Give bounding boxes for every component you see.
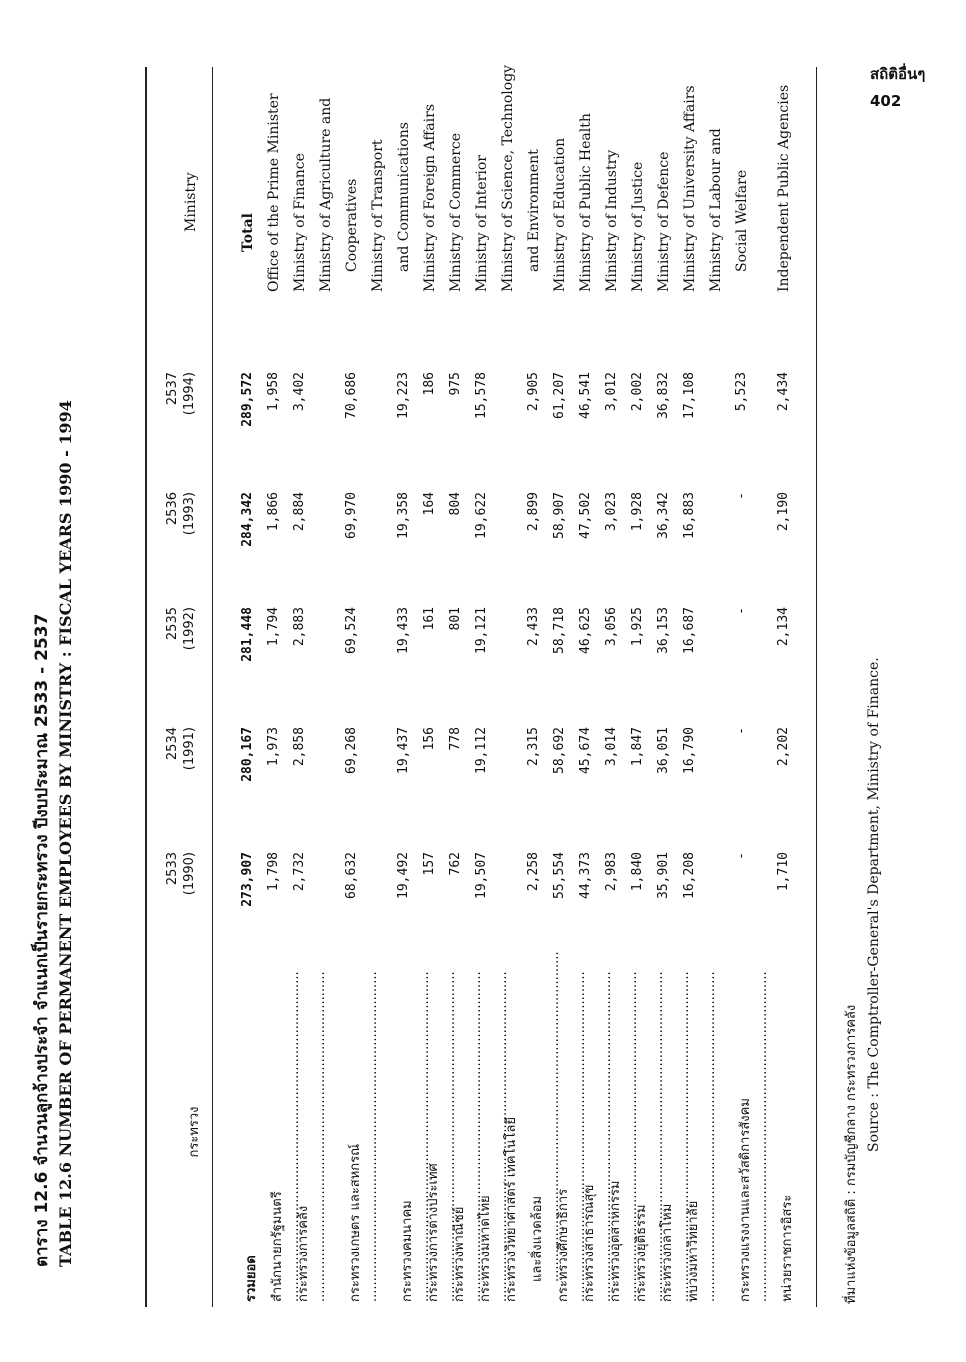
- year-english: (1993): [182, 492, 197, 536]
- ministry-english: Cooperatives: [344, 178, 360, 272]
- value-1994: 70,686: [344, 372, 359, 419]
- value-1994: 2,002: [630, 372, 645, 412]
- value-1992: 69,524: [344, 607, 359, 654]
- value-1990: 1,798: [266, 852, 281, 892]
- table-row: [370, 0, 396, 1362]
- value-1994: 289,572: [240, 372, 255, 427]
- value-1993: 2,884: [292, 492, 307, 532]
- value-1991: 36,051: [656, 727, 671, 774]
- year-thai: 2535: [165, 607, 180, 641]
- value-1993: 804: [448, 492, 463, 516]
- page-number: 402: [870, 92, 902, 110]
- value-1991: 1,973: [266, 727, 281, 767]
- table-row: [734, 0, 760, 1362]
- table-row: [318, 0, 344, 1362]
- value-1991: 19,437: [396, 727, 411, 774]
- value-1994: 975: [448, 372, 463, 396]
- value-1990: 273,907: [240, 852, 255, 907]
- ministry-thai: กระทรวงเกษตร และสหกรณ์ .....: [344, 972, 380, 1302]
- value-1991: 58,692: [552, 727, 567, 774]
- ministry-thai: กระทรวงศึกษาธิการ .....: [552, 972, 588, 1302]
- ministry-english: Independent Public Agencies: [776, 84, 792, 292]
- ministry-english: Ministry of Interior: [474, 155, 490, 292]
- table-row: [500, 0, 526, 1362]
- table-row: [474, 0, 500, 1362]
- value-1992: 36,153: [656, 607, 671, 654]
- value-1992: 2,134: [776, 607, 791, 647]
- value-1994: 17,108: [682, 372, 697, 419]
- table-row: [776, 0, 802, 1362]
- year-thai: 2537: [165, 372, 180, 406]
- value-1991: 1,847: [630, 727, 645, 767]
- ministry-english: Ministry of Public Health: [578, 113, 594, 292]
- value-1991: 69,268: [344, 727, 359, 774]
- value-1993: 16,883: [682, 492, 697, 539]
- value-1990: 762: [448, 852, 463, 876]
- value-1993: 58,907: [552, 492, 567, 539]
- ministry-thai: หน่วยราชการอิสระ: [780, 1194, 795, 1302]
- ministry-english: Office of the Prime Minister: [266, 93, 282, 292]
- year-thai: 2534: [165, 727, 180, 761]
- value-1991: 778: [448, 727, 463, 751]
- ministry-english: Ministry of Foreign Affairs: [422, 103, 438, 292]
- year-english: (1991): [182, 727, 197, 771]
- table-row: [422, 0, 448, 1362]
- value-1993: 19,622: [474, 492, 489, 539]
- value-1990: 68,632: [344, 852, 359, 899]
- value-1992: 58,718: [552, 607, 567, 654]
- ministry-english: Ministry of Science, Technology: [500, 64, 516, 292]
- ministry-thai: กระทรวงอุตสาหกรรม .....: [604, 972, 640, 1302]
- ministry-thai: ทบวงมหาวิทยาลัย .....: [682, 972, 718, 1302]
- ministry-thai: กระทรวงยุติธรรม .....: [630, 972, 666, 1302]
- value-1991: 19,112: [474, 727, 489, 774]
- value-1993: 1,866: [266, 492, 281, 532]
- ministry-thai: กระทรวงวิทยาศาสตร์ เทคโนโลยี: [504, 1116, 519, 1302]
- value-1993: -: [734, 492, 749, 500]
- section-label: สถิติอื่นๆ: [870, 65, 926, 83]
- value-1994: 5,523: [734, 372, 749, 412]
- ministry-thai: กระทรวงพาณิชย์ .....: [448, 972, 484, 1302]
- ministry-thai: กระทรวงการคลัง .....: [292, 972, 328, 1302]
- value-1994: 2,434: [776, 372, 791, 412]
- value-1993: 284,342: [240, 492, 255, 547]
- table-row: [448, 0, 474, 1362]
- value-1992: 19,121: [474, 607, 489, 654]
- ministry-english: and Environment: [526, 149, 542, 272]
- value-1992: 2,433: [526, 607, 541, 647]
- value-1990: 2,983: [604, 852, 619, 892]
- value-1990: 1,710: [776, 852, 791, 892]
- value-1990: 35,901: [656, 852, 671, 899]
- column-header-year-3: [165, 607, 197, 697]
- ministry-english: Ministry of Industry: [604, 149, 620, 292]
- value-1994: 46,541: [578, 372, 593, 419]
- value-1993: 164: [422, 492, 437, 516]
- table-row: [656, 0, 682, 1362]
- ministry-thai: กระทรวงสาธารณสุข .....: [578, 972, 614, 1302]
- ministry-english: and Communications: [396, 122, 412, 272]
- value-1993: 2,899: [526, 492, 541, 532]
- value-1991: 16,790: [682, 727, 697, 774]
- value-1990: 16,208: [682, 852, 697, 899]
- value-1992: 3,056: [604, 607, 619, 647]
- column-header-ministry-english: Ministry: [183, 172, 199, 232]
- column-header-year-1: [165, 852, 197, 942]
- value-1990: -: [734, 852, 749, 860]
- value-1994: 186: [422, 372, 437, 396]
- ministry-english: Ministry of Defence: [656, 151, 672, 292]
- value-1994: 1,958: [266, 372, 281, 412]
- value-1993: 69,970: [344, 492, 359, 539]
- ministry-thai: กระทรวงแรงงานและสวัสดิการสังคม .....: [734, 972, 770, 1302]
- ministry-thai: กระทรวงคมนาคม .....: [396, 972, 432, 1302]
- value-1993: 3,023: [604, 492, 619, 532]
- value-1990: 19,492: [396, 852, 411, 899]
- table-row: [578, 0, 604, 1362]
- value-1991: 2,202: [776, 727, 791, 767]
- table-title-english: TABLE 12.6 NUMBER OF PERMANENT EMPLOYEES BY MINISTRY : FISCAL YEARS 1990 - 1994: [56, 400, 75, 1267]
- value-1994: 3,402: [292, 372, 307, 412]
- table-row: [604, 0, 630, 1362]
- value-1992: 19,433: [396, 607, 411, 654]
- value-1994: 61,207: [552, 372, 567, 419]
- ministry-thai: กระทรวงกลาโหม .....: [656, 972, 692, 1302]
- value-1992: -: [734, 607, 749, 615]
- value-1992: 161: [422, 607, 437, 631]
- table-row: [292, 0, 318, 1362]
- table-row: [344, 0, 370, 1362]
- table-row: [682, 0, 708, 1362]
- table-row: [708, 0, 734, 1362]
- value-1991: 45,674: [578, 727, 593, 774]
- table-title-thai: ตาราง 12.6 จำนวนลูกจ้างประจำ จำแนกเป็นรายกระทรวง ปีงบประมาณ 2533 - 2537: [32, 613, 52, 1267]
- ministry-english: Ministry of Justice: [630, 161, 646, 292]
- table-row: [552, 0, 578, 1362]
- table-row: [266, 0, 292, 1362]
- ministry-english: Ministry of University Affairs: [682, 85, 698, 292]
- table-row-total: [240, 0, 266, 1362]
- value-1991: 2,315: [526, 727, 541, 767]
- value-1990: 1,840: [630, 852, 645, 892]
- ministry-thai: รวมยอด: [244, 1255, 259, 1302]
- ministry-english: Ministry of Transport: [370, 139, 386, 292]
- value-1994: 3,012: [604, 372, 619, 412]
- column-header-year-2: [165, 727, 197, 817]
- top-rule: [145, 67, 147, 1307]
- value-1994: 19,223: [396, 372, 411, 419]
- value-1993: 19,358: [396, 492, 411, 539]
- value-1991: 156: [422, 727, 437, 751]
- year-english: (1992): [182, 607, 197, 651]
- ministry-english: Ministry of Labour and: [708, 128, 724, 292]
- value-1991: 2,858: [292, 727, 307, 767]
- source-english: Source : The Comptroller-General's Department, Ministry of Finance.: [866, 657, 882, 1152]
- ministry-english: Ministry of Agriculture and: [318, 97, 334, 292]
- value-1990: 19,507: [474, 852, 489, 899]
- value-1992: 2,883: [292, 607, 307, 647]
- ministry-english: Ministry of Commerce: [448, 132, 464, 292]
- value-1993: 1,928: [630, 492, 645, 532]
- column-header-year-5: [165, 372, 197, 462]
- value-1992: 1,925: [630, 607, 645, 647]
- value-1990: 2,732: [292, 852, 307, 892]
- value-1991: 3,014: [604, 727, 619, 767]
- header-rule: [212, 67, 213, 1307]
- value-1991: -: [734, 727, 749, 735]
- value-1994: 36,832: [656, 372, 671, 419]
- value-1993: 47,502: [578, 492, 593, 539]
- value-1992: 1,794: [266, 607, 281, 647]
- table-row: [630, 0, 656, 1362]
- value-1990: 2,258: [526, 852, 541, 892]
- table-row: [526, 0, 552, 1362]
- value-1993: 2,190: [776, 492, 791, 532]
- ministry-thai: และสิ่งแวดล้อม .....: [526, 952, 562, 1282]
- year-english: (1994): [182, 372, 197, 416]
- value-1992: 281,448: [240, 607, 255, 662]
- year-thai: 2533: [165, 852, 180, 886]
- ministry-english: Ministry of Finance: [292, 153, 308, 292]
- value-1993: 36,342: [656, 492, 671, 539]
- value-1990: 44,373: [578, 852, 593, 899]
- ministry-english: Ministry of Education: [552, 137, 568, 292]
- value-1992: 16,687: [682, 607, 697, 654]
- ministry-thai: กระทรวงการต่างประเทศ .....: [422, 972, 458, 1302]
- table-row: [396, 0, 422, 1362]
- ministry-thai: สำนักนายกรัฐมนตรี .....: [266, 972, 302, 1302]
- ministry-english: Social Welfare: [734, 169, 750, 272]
- source-thai: ที่มาแห่งข้อมูลสถิติ : กรมบัญชีกลาง กระทรวงการคลัง: [844, 1004, 859, 1304]
- column-header-year-4: [165, 492, 197, 582]
- year-thai: 2536: [165, 492, 180, 526]
- value-1992: 801: [448, 607, 463, 631]
- value-1990: 55,554: [552, 852, 567, 899]
- value-1994: 15,578: [474, 372, 489, 419]
- ministry-english: Total: [240, 212, 256, 252]
- value-1994: 2,905: [526, 372, 541, 412]
- bottom-rule: [816, 67, 817, 1307]
- value-1990: 157: [422, 852, 437, 876]
- value-1992: 46,625: [578, 607, 593, 654]
- year-english: (1990): [182, 852, 197, 896]
- column-header-ministry-thai: กระทรวง: [187, 1106, 202, 1158]
- value-1991: 280,167: [240, 727, 255, 782]
- ministry-thai: กระทรวงมหาดไทย .....: [474, 972, 510, 1302]
